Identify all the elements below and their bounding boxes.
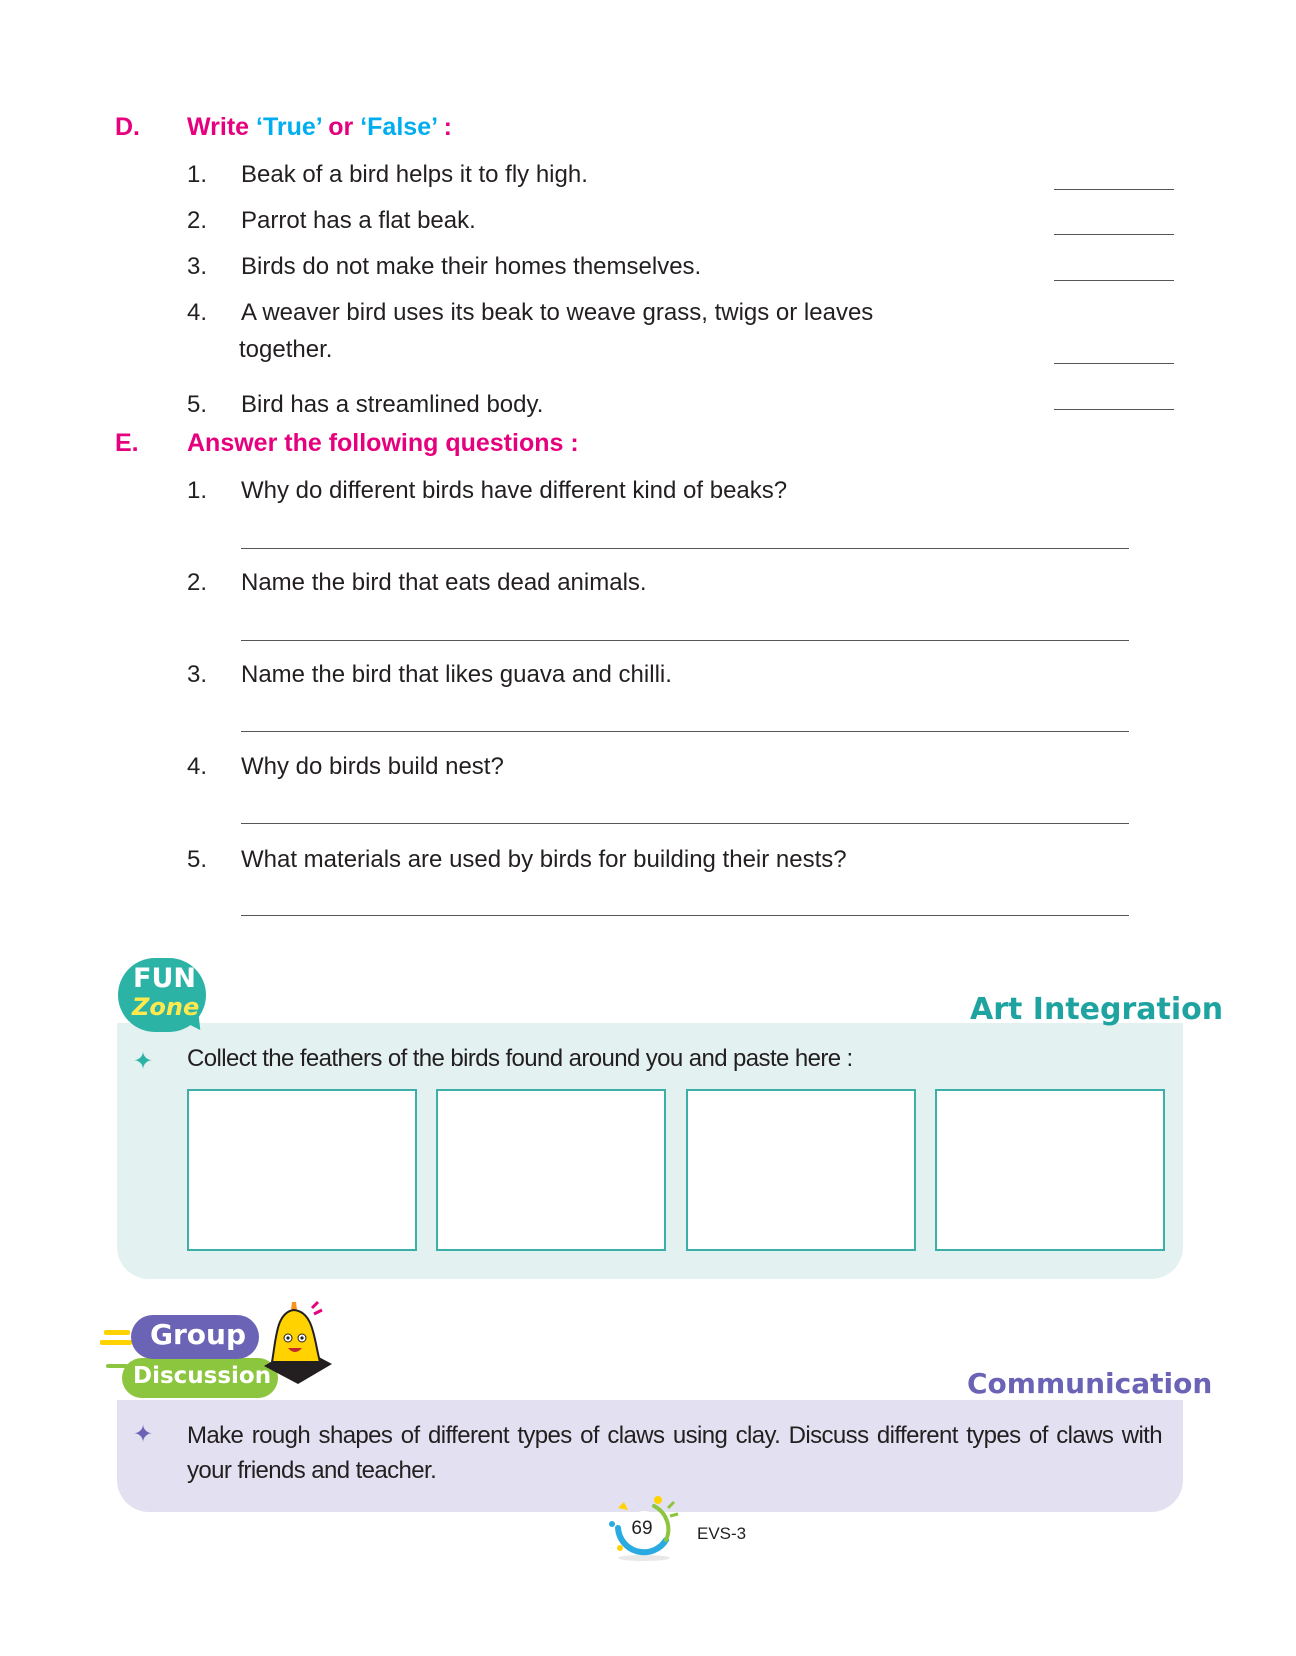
section-e-title: Answer the following questions : <box>187 429 579 457</box>
tf-item-text: Birds do not make their homes themselves. <box>241 253 702 280</box>
question-number: 5. <box>187 846 208 873</box>
answer-line[interactable] <box>241 731 1129 732</box>
title-false: ‘False’ <box>360 113 437 141</box>
tf-answer-blank[interactable] <box>1054 280 1174 281</box>
communication-title: Communication <box>967 1367 1213 1400</box>
title-suffix: : <box>436 113 452 141</box>
tf-answer-blank[interactable] <box>1054 409 1174 410</box>
answer-line[interactable] <box>241 640 1129 641</box>
question-text: Why do different birds have different kind of beaks? <box>241 477 788 504</box>
feather-paste-box[interactable] <box>187 1089 417 1251</box>
tf-item-text: Beak of a bird helps it to fly high. <box>241 161 588 188</box>
feather-paste-box[interactable] <box>686 1089 916 1251</box>
feather-paste-box[interactable] <box>436 1089 666 1251</box>
tf-answer-blank[interactable] <box>1054 234 1174 235</box>
bell-mascot-icon <box>262 1300 336 1390</box>
tf-item-text-continued: together. <box>239 336 333 363</box>
tf-item-number: 2. <box>187 207 208 234</box>
instruction-line: Make rough shapes of different types of claws using clay. Discuss different types of claws with <box>187 1422 1162 1449</box>
answer-line[interactable] <box>241 823 1129 824</box>
question-number: 2. <box>187 569 208 596</box>
question-number: 1. <box>187 477 208 504</box>
book-code: EVS-3 <box>697 1524 747 1543</box>
question-text: Name the bird that likes guava and chilli. <box>241 661 672 688</box>
question-text: What materials are used by birds for building their nests? <box>241 846 847 873</box>
art-integration-title: Art Integration <box>970 992 1224 1027</box>
fun-zone-instruction: Collect the feathers of the birds found around you and paste here : <box>187 1045 853 1072</box>
discussion-badge-text: Discussion <box>133 1363 272 1389</box>
question-number: 4. <box>187 753 208 780</box>
tf-item-number: 5. <box>187 391 208 418</box>
star-bullet-icon: ✦ <box>133 1048 154 1075</box>
group-discussion-instruction <box>187 1418 1162 1488</box>
section-d-letter: D. <box>115 113 140 141</box>
page-number: 69 <box>631 1518 653 1539</box>
tf-item-text: A weaver bird uses its beak to weave grass, twigs or leaves <box>241 299 874 326</box>
tf-answer-blank[interactable] <box>1054 363 1174 364</box>
tf-item-number: 4. <box>187 299 208 326</box>
section-d-title <box>187 113 452 142</box>
question-text: Name the bird that eats dead animals. <box>241 569 647 596</box>
title-prefix: Write <box>187 113 256 141</box>
tf-answer-blank[interactable] <box>1054 189 1174 190</box>
fun-zone-badge-zone: Zone <box>132 993 200 1021</box>
tf-item-text: Parrot has a flat beak. <box>241 207 476 234</box>
title-true: ‘True’ <box>256 113 322 141</box>
tf-item-number: 1. <box>187 161 208 188</box>
fun-zone-badge-fun: FUN <box>133 963 196 994</box>
question-number: 3. <box>187 661 208 688</box>
answer-line[interactable] <box>241 548 1129 549</box>
question-text: Why do birds build nest? <box>241 753 504 780</box>
answer-line[interactable] <box>241 915 1129 916</box>
section-e-letter: E. <box>115 429 139 457</box>
instruction-line: your friends and teacher. <box>187 1457 437 1484</box>
title-or: or <box>321 113 361 141</box>
tf-item-text: Bird has a streamlined body. <box>241 391 544 418</box>
star-bullet-icon: ✦ <box>133 1421 154 1448</box>
feather-paste-box[interactable] <box>935 1089 1165 1251</box>
group-badge-text: Group <box>150 1318 247 1351</box>
tf-item-number: 3. <box>187 253 208 280</box>
